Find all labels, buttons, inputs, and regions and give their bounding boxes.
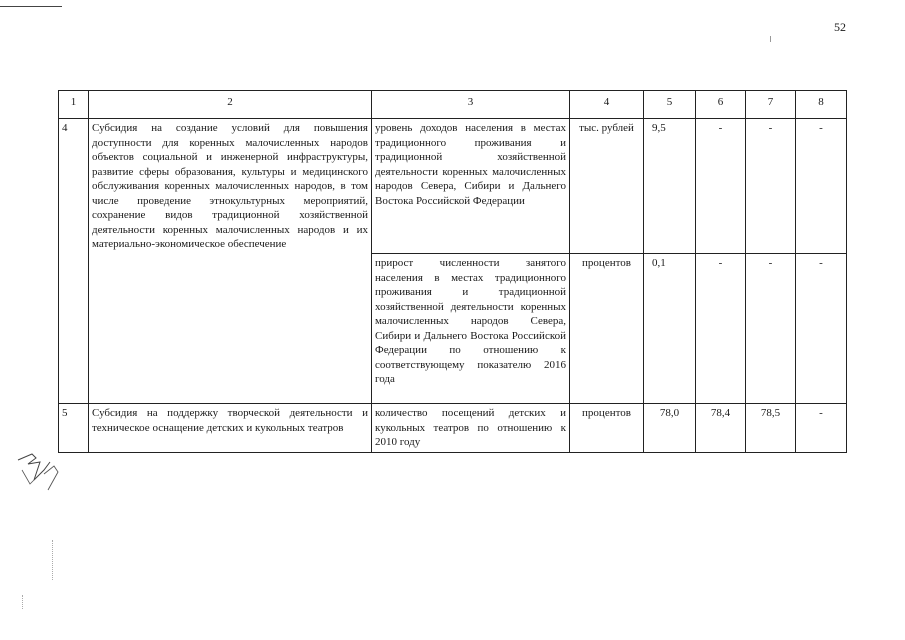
table-row — [59, 119, 847, 254]
indicator-name: уровень доходов населения в местах традиционного проживания и традиционной хозяйственной деятельности коренных малочисленных народов Севера, Сибири и Дальнего Востока Российской Федерации — [372, 119, 570, 254]
indicator-name: прирост численности занятого населения в местах традиционного проживания и традиционной хозяйственной деятельности коренных малочисленных народов Севера, Сибири и Дальнего Востока Российской Федерации по отношению к соответствующему показателю 2016 года — [372, 254, 570, 404]
subsidy-indicators-table — [58, 90, 847, 453]
scan-tick-mark — [770, 36, 771, 42]
row-number: 5 — [59, 404, 89, 453]
value-col8: - — [796, 254, 847, 404]
header-cell-1: 1 — [59, 91, 89, 119]
table-header-row — [59, 91, 847, 119]
header-cell-6: 6 — [696, 91, 746, 119]
row-number: 4 — [59, 119, 89, 404]
value-col6: - — [696, 119, 746, 254]
value-col6: 78,4 — [696, 404, 746, 453]
header-cell-8: 8 — [796, 91, 847, 119]
value-col7: - — [746, 254, 796, 404]
scan-artifact-dotted-line — [22, 595, 24, 609]
value-col5: 9,5 — [644, 119, 696, 254]
unit-cell: процентов — [570, 254, 644, 404]
subsidy-name: Субсидия на поддержку творческой деятельности и техническое оснащение детских и кукольных театров — [89, 404, 372, 453]
subsidy-name: Субсидия на создание условий для повышения доступности для коренных малочисленных народов объектов социальной и инженерной инфраструктуры, развитие сферы образования, культуры и медицинского обслуживания коренных малочисленных народов, в том числе проведение этнокультурных мероприятий, сохранение видов традиционной хозяйственной деятельности коренных малочисленных народов и их материально-экономическое обеспечение — [89, 119, 372, 404]
scan-artifact-dotted-line — [52, 540, 54, 580]
value-col5: 78,0 — [644, 404, 696, 453]
unit-cell: процентов — [570, 404, 644, 453]
table-row — [59, 404, 847, 453]
header-cell-3: 3 — [372, 91, 570, 119]
page-number: 52 — [834, 20, 846, 34]
value-col7: - — [746, 119, 796, 254]
header-cell-7: 7 — [746, 91, 796, 119]
header-cell-2: 2 — [89, 91, 372, 119]
value-col8: - — [796, 119, 847, 254]
value-col8: - — [796, 404, 847, 453]
value-col6: - — [696, 254, 746, 404]
value-col5: 0,1 — [644, 254, 696, 404]
header-cell-5: 5 — [644, 91, 696, 119]
value-col7: 78,5 — [746, 404, 796, 453]
header-cell-4: 4 — [570, 91, 644, 119]
scan-border-mark — [0, 6, 62, 7]
handwritten-signature — [14, 440, 68, 510]
unit-cell: тыс. рублей — [570, 119, 644, 254]
indicator-name: количество посещений детских и кукольных театров по отношению к 2010 году — [372, 404, 570, 453]
